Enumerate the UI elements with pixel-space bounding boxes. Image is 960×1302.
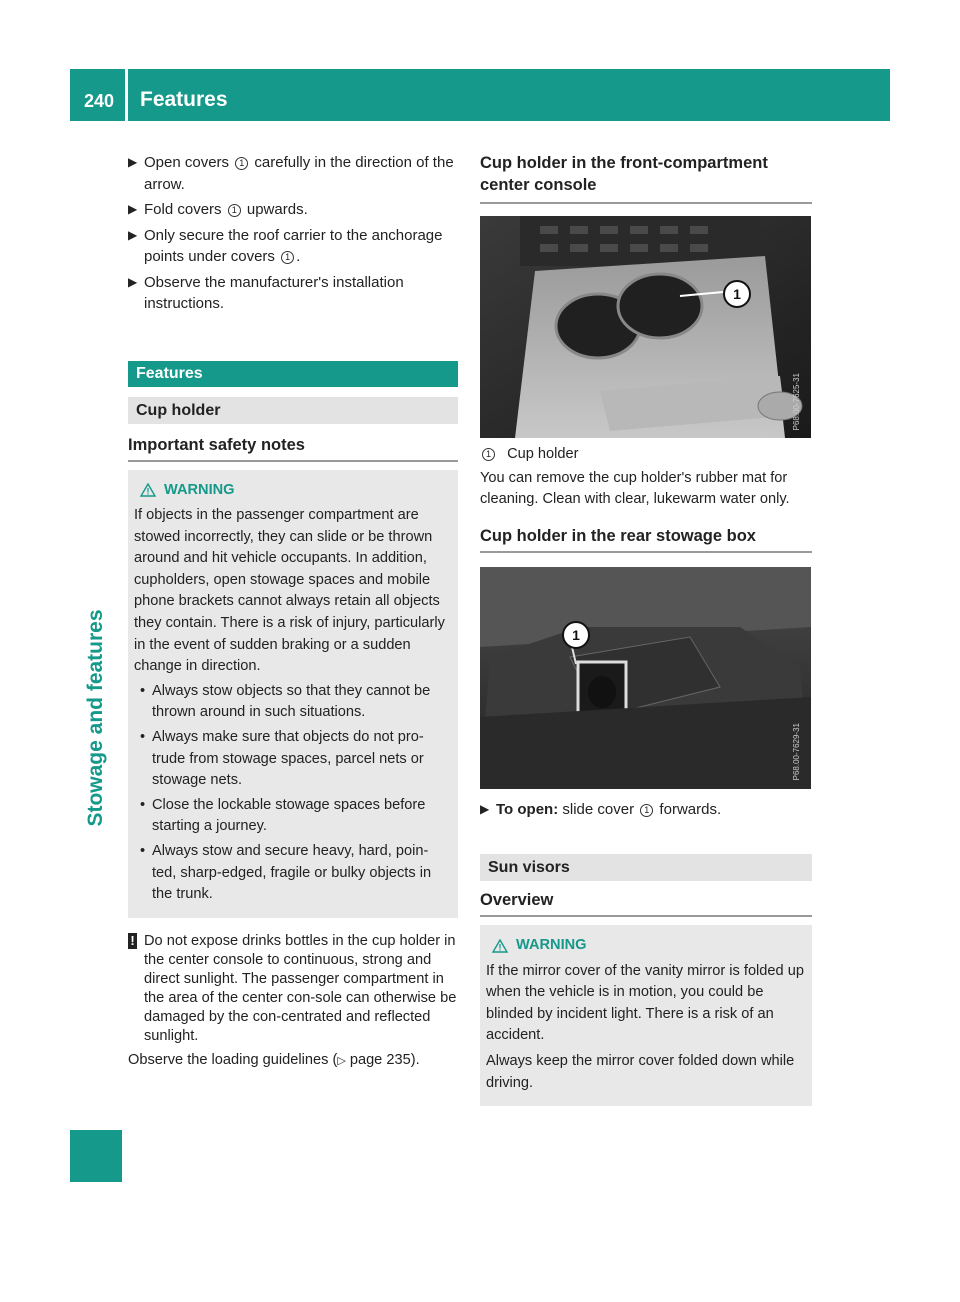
- heading-overview: Overview: [480, 889, 812, 917]
- step-text: carefully in the direction of the arrow.: [144, 154, 454, 193]
- marker-1-icon: 1: [228, 204, 241, 217]
- step-4: [128, 272, 458, 315]
- marker-1-icon: 1: [640, 804, 653, 817]
- caption-cup-holder: [480, 444, 812, 466]
- rear-stowage-photo: [480, 567, 811, 789]
- warning-bullet: [134, 727, 450, 792]
- bullet-text: Always stow and secure heavy, hard, poin-ted, sharp-edged, fragile or bulky objects in the trunk.: [152, 843, 432, 903]
- step-text: Fold covers: [144, 201, 222, 218]
- warning-box: [128, 470, 458, 918]
- heading-safety-notes: Important safety notes: [128, 434, 458, 462]
- marker-1-icon: 1: [281, 251, 294, 264]
- warning-title-text: WARNING: [516, 937, 587, 953]
- step-text: Only secure the roof carrier to the anchorage points under covers: [144, 226, 443, 265]
- step-arrow-icon: ▶: [128, 155, 138, 169]
- warning-paragraph: Always keep the mirror cover folded down while driving.: [486, 1052, 795, 1091]
- bullet-text: Always make sure that objects do not pro-trude from stowage spaces, parcel nets or stowage nets.: [152, 729, 424, 789]
- header-divider: [125, 69, 128, 121]
- step-label: To open:: [496, 800, 559, 818]
- cleaning-paragraph: You can remove the cup holder's rubber mat for cleaning. Clean with clear, lukewarm water only.: [480, 469, 790, 507]
- step-arrow-icon: ▶: [128, 227, 138, 242]
- image-reference: P68.00-7625-31: [791, 372, 801, 430]
- warning-paragraph: If the mirror cover of the vanity mirror is folded up when the vehicle is in motion, you could be blinded by incident light. There is a risk of an accident.: [486, 962, 804, 1044]
- warning-bullet: [134, 681, 450, 724]
- side-tab-block: [70, 1130, 122, 1182]
- subsection-title: Cup holder: [128, 397, 458, 424]
- image-reference: P68.00-7629-31: [791, 723, 801, 781]
- step-arrow-icon: ▶: [480, 801, 490, 816]
- page-number: 240: [84, 91, 115, 111]
- page-ref-arrow-icon: ▷: [337, 1054, 346, 1067]
- bullet-icon: •: [140, 682, 146, 699]
- warning-text: If objects in the passenger compartment are stowed incorrectly, they can slide or be thrown around and hit vehicle occupants. In addition, cupholders, open stowage spaces and mobile phone brackets cannot always retain all objects they contain. There is a risk of injury, particularly in the event of sudden braking or a sudden change in direction.: [134, 507, 445, 675]
- step-text: .: [296, 248, 301, 265]
- loading-guidelines-text: [128, 1050, 458, 1073]
- warning-triangle-icon: [140, 483, 156, 497]
- step-2: [128, 199, 458, 221]
- warning-title: [486, 935, 804, 957]
- warning-title: [134, 480, 450, 502]
- step-text: Open covers: [144, 154, 230, 171]
- header-title: Features: [140, 88, 228, 111]
- marker-1-icon: 1: [235, 157, 248, 170]
- front-console-illustration: [480, 216, 811, 438]
- rear-stowage-illustration: [480, 567, 811, 789]
- subsection-sun-visors: Sun visors: [480, 854, 812, 881]
- loading-text: page 235).: [345, 1051, 420, 1068]
- step-text: upwards.: [242, 201, 308, 218]
- step-open: [480, 799, 812, 821]
- front-console-photo: [480, 216, 811, 438]
- right-column: [480, 152, 812, 1106]
- bullet-icon: •: [140, 843, 146, 859]
- step-1: [128, 152, 458, 195]
- notice-block: [128, 932, 458, 1046]
- step-text: Observe the manufacturer's installation instructions.: [144, 273, 404, 312]
- notice-exclamation-icon: !: [128, 933, 137, 949]
- step-3: [128, 225, 458, 268]
- step-arrow-icon: ▶: [128, 274, 138, 289]
- caption-text: Cup holder: [507, 446, 579, 462]
- warning-triangle-icon: [492, 939, 508, 953]
- bullet-text: Close the lockable stowage spaces before starting a journey.: [152, 796, 426, 835]
- left-column: [128, 152, 458, 1072]
- step-text: slide cover: [558, 800, 639, 818]
- warning-bullet: [134, 795, 450, 838]
- marker-1-icon: 1: [482, 448, 495, 461]
- heading-front-cup-holder: Cup holder in the front-compartment center console: [480, 152, 812, 204]
- step-arrow-icon: ▶: [128, 202, 138, 216]
- warning-bullet: [134, 841, 450, 906]
- section-title: Features: [128, 361, 458, 387]
- step-text: forwards.: [655, 800, 722, 818]
- notice-text: Do not expose drinks bottles in the cup holder in the center console to continuous, strong and direct sunlight. The passenger compartment in the area of the center con-sole can otherwise be damaged by the con-centrated and reflected sunlight.: [144, 932, 457, 1044]
- bullet-icon: •: [140, 729, 146, 746]
- callout-1-badge: 1: [562, 621, 590, 649]
- loading-text: Observe the loading guidelines (: [128, 1051, 338, 1068]
- bullet-icon: •: [140, 796, 146, 813]
- side-tab-label: [83, 592, 109, 844]
- bullet-text: Always stow objects so that they cannot be thrown around in such situations.: [152, 682, 431, 721]
- warning-title-text: WARNING: [164, 481, 235, 498]
- callout-1-badge: 1: [723, 280, 751, 308]
- side-tab-text: Stowage and features: [84, 609, 107, 827]
- sun-visor-warning-box: [480, 925, 812, 1106]
- heading-rear-cup-holder: Cup holder in the rear stowage box: [480, 525, 812, 553]
